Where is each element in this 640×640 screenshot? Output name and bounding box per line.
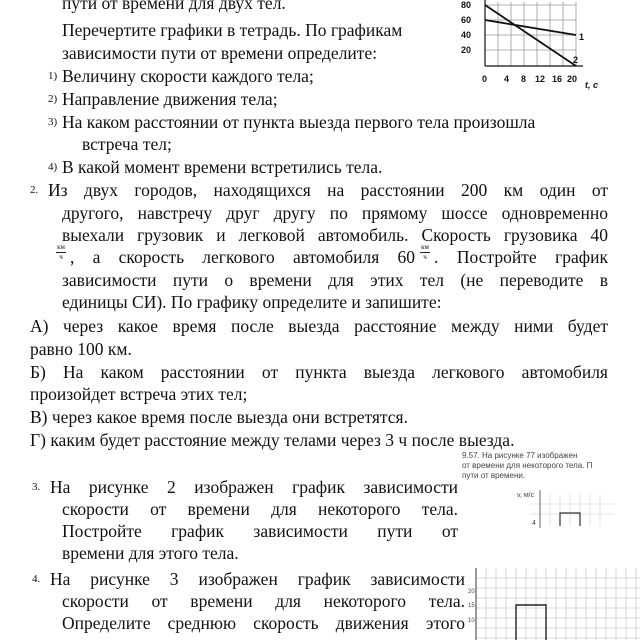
p1-item1: Величину скорости каждого тела; bbox=[62, 66, 314, 86]
p1-item3: На каком расстоянии от пункта выезда первого тела произошла bbox=[62, 112, 536, 132]
p2-line5: зависимости пути о времени для этих тел (не переводите в bbox=[62, 270, 608, 290]
graph1-line-label-1: 1 bbox=[579, 32, 585, 42]
speed-time-graph bbox=[505, 488, 625, 528]
graph3-speed-line bbox=[516, 605, 546, 640]
graph2-caption: 9.57. На рисунке 77 изображен от времени для некоторого тела. П пути от времени. bbox=[462, 451, 593, 480]
graph1-xtick: 16 bbox=[552, 74, 563, 84]
p2-line1: Из двух городов, находящихся на расстоянии 200 км один от bbox=[48, 180, 608, 200]
p1-item2-num: 2) bbox=[48, 93, 58, 105]
p2-qa1: А) через какое время после выезда расстояние между ними будет bbox=[30, 316, 608, 336]
p2-qb2: произойдет встреча этих тел; bbox=[30, 384, 248, 404]
p3-line1: На рисунке 2 изображен график зависимости bbox=[50, 477, 458, 497]
graph1-xtick: 8 bbox=[521, 74, 527, 84]
graph1-ytick: 60 bbox=[461, 15, 472, 25]
p1-item4-num: 4) bbox=[48, 161, 58, 173]
distance-time-graph bbox=[455, 0, 599, 100]
graph1-line-2 bbox=[485, 5, 579, 66]
p1-item4: В какой момент времени встретились тела. bbox=[62, 157, 383, 177]
graph1-ytick: 40 bbox=[461, 30, 472, 40]
p2-num: 2. bbox=[30, 184, 39, 196]
graph1-ytick: 20 bbox=[461, 45, 472, 55]
p2-line3: выехали грузовик и легковой автомобиль. Скорость грузовика 40 bbox=[62, 225, 608, 245]
p1-item1-num: 1) bbox=[48, 70, 58, 82]
p3-line2: скорости от времени для некоторого тела. bbox=[62, 499, 458, 519]
p2-qa2: равно 100 км. bbox=[30, 339, 132, 359]
p3-line4: времени для этого тела. bbox=[62, 543, 239, 563]
graph3-ytick: 20 bbox=[468, 589, 475, 595]
p2-line4b: . Постройте график bbox=[434, 247, 608, 267]
graph2-tick: 4 bbox=[532, 520, 536, 527]
p4-line2: скорости от времени для некоторого тела. bbox=[62, 591, 465, 611]
unit-km-per-h: км ч bbox=[421, 243, 429, 261]
p1-line1: Перечертите графики в тетрадь. По графикам bbox=[62, 20, 403, 40]
p1-item2: Направление движения тела; bbox=[62, 89, 278, 109]
graph1-line-1 bbox=[485, 20, 576, 35]
p2-line2: другого, навстречу друг другу по прямому шоссе одновременно bbox=[62, 203, 608, 223]
unit-km-per-h: км ч bbox=[57, 243, 65, 261]
p2-qd: Г) каким будет расстояние между телами через 3 ч после выезда. bbox=[30, 430, 515, 450]
p2-line4a: , а скорость легкового автомобиля 60 bbox=[70, 247, 415, 267]
graph1-ytick: 80 bbox=[461, 0, 472, 10]
p2-line6: единицы СИ). По графику определите и запишите: bbox=[62, 292, 442, 312]
p1-line0: пути от времени для двух тел. bbox=[62, 0, 286, 13]
p4-num: 4. bbox=[32, 573, 41, 585]
graph1-xlabel: t, c bbox=[585, 80, 599, 90]
p1-item3-num: 3) bbox=[48, 116, 58, 128]
graph2-axis-label: v, м/с bbox=[517, 492, 535, 499]
speed-time-grid-graph bbox=[468, 568, 640, 640]
graph1-xtick: 12 bbox=[535, 74, 546, 84]
graph1-xtick: 20 bbox=[567, 74, 578, 84]
p3-num: 3. bbox=[32, 481, 41, 493]
p1-line2: зависимости пути от времени определите: bbox=[62, 43, 378, 63]
p1-item3-cont: встреча тел; bbox=[82, 134, 172, 154]
p2-qc: В) через какое время после выезда они встретятся. bbox=[30, 407, 408, 427]
p2-qb1: Б) На каком расстоянии от пункта выезда легкового автомобиля bbox=[30, 362, 608, 382]
graph1-xtick: 0 bbox=[482, 74, 488, 84]
graph3-ytick: 10 bbox=[468, 618, 475, 624]
graph1-xtick: 4 bbox=[504, 74, 510, 84]
p4-line1: На рисунке 3 изображен график зависимости bbox=[50, 569, 465, 589]
p4-line3: Определите среднюю скорость движения этого bbox=[62, 613, 465, 633]
graph1-line-label-2: 2 bbox=[573, 55, 579, 65]
graph3-ytick: 15 bbox=[468, 603, 475, 609]
p3-line3: Постройте график зависимости пути от bbox=[62, 521, 458, 541]
